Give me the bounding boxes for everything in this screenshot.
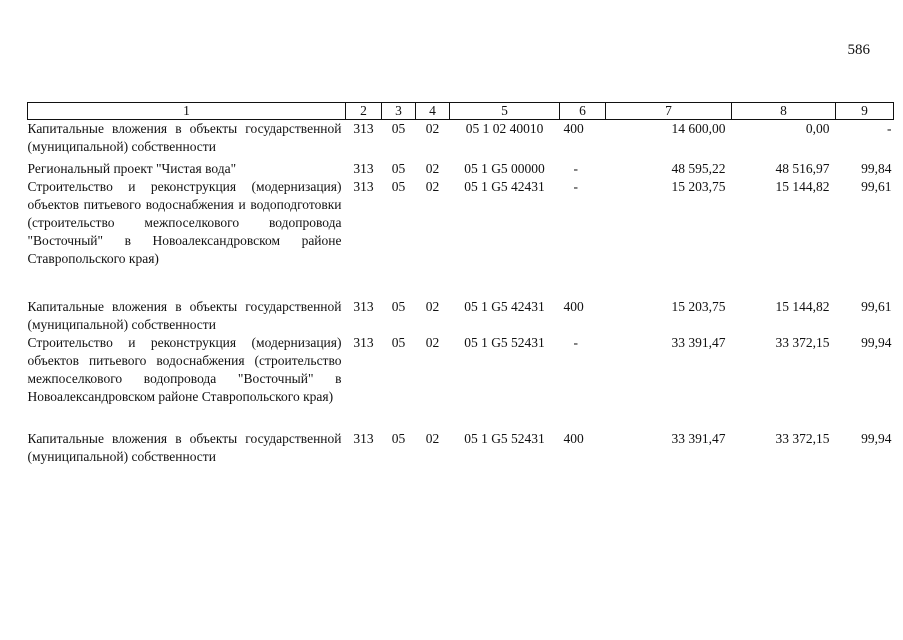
cell-code-3: 05 [391, 335, 406, 350]
cell-code-5: 05 1 G5 42431 [464, 299, 545, 314]
column-header: 7 [606, 103, 732, 120]
cell-code-5: 05 1 G5 52431 [464, 431, 545, 446]
cell-code-4: 02 [425, 299, 440, 314]
table-row [28, 334, 894, 406]
table-row [28, 160, 894, 178]
cell-value-9: 99,61 [861, 299, 892, 314]
cell-code-3: 05 [391, 431, 406, 446]
cell-code-6: - [573, 335, 578, 350]
cell-code-6: - [573, 179, 578, 194]
page-number: 586 [847, 42, 870, 58]
cell-code-3: 05 [391, 179, 406, 194]
cell-code-5: 05 1 G5 42431 [464, 179, 545, 194]
cell-value-8: 0,00 [805, 121, 830, 136]
row-name: Капитальные вложения в объекты государственной (муниципальной) собственности [27, 121, 342, 154]
cell-value-9: - [887, 121, 892, 136]
row-name: Строительство и реконструкция (модернизация) объектов питьевого водоснабжения (строительство межпоселкового водопровода "Восточный" в Новоалександровском районе Ставропольского края) [27, 335, 342, 404]
cell-value-7: 33 391,47 [671, 431, 726, 446]
cell-value-7: 15 203,75 [671, 299, 726, 314]
cell-code-2: 313 [353, 179, 374, 194]
column-header: 3 [382, 103, 416, 120]
cell-code-4: 02 [425, 161, 440, 176]
cell-value-8: 48 516,97 [775, 161, 830, 176]
column-header: 6 [560, 103, 606, 120]
cell-code-3: 05 [391, 299, 406, 314]
row-name: Капитальные вложения в объекты государственной (муниципальной) собственности [27, 431, 342, 464]
cell-code-3: 05 [391, 121, 406, 136]
cell-value-8: 15 144,82 [775, 299, 830, 314]
column-header: 4 [416, 103, 450, 120]
table-row [28, 298, 894, 334]
row-name: Строительство и реконструкция (модернизация) объектов питьевого водоснабжения и водоподготовки (строительство межпоселкового водопровода "Восточный" в Новоалександровском районе Ставропольского края) [27, 179, 342, 266]
cell-code-2: 313 [353, 161, 374, 176]
table-row [28, 430, 894, 466]
cell-code-2: 313 [353, 121, 374, 136]
cell-value-9: 99,84 [861, 161, 892, 176]
column-header: 5 [450, 103, 560, 120]
cell-code-4: 02 [425, 431, 440, 446]
column-header: 8 [732, 103, 836, 120]
cell-code-2: 313 [353, 299, 374, 314]
cell-value-7: 14 600,00 [671, 121, 726, 136]
cell-value-9: 99,61 [861, 179, 892, 194]
cell-code-6: 400 [563, 299, 584, 314]
cell-code-2: 313 [353, 335, 374, 350]
table-row [28, 178, 894, 268]
cell-value-8: 33 372,15 [775, 431, 830, 446]
table-header-row [28, 103, 894, 120]
cell-value-7: 48 595,22 [671, 161, 726, 176]
budget-table [27, 102, 894, 466]
column-header: 2 [346, 103, 382, 120]
cell-value-8: 33 372,15 [775, 335, 830, 350]
cell-code-4: 02 [425, 335, 440, 350]
table-row [28, 120, 894, 157]
cell-value-9: 99,94 [861, 431, 892, 446]
cell-code-6: - [573, 161, 578, 176]
cell-code-6: 400 [563, 121, 584, 136]
cell-code-4: 02 [425, 179, 440, 194]
cell-value-7: 33 391,47 [671, 335, 726, 350]
cell-code-2: 313 [353, 431, 374, 446]
column-header: 1 [28, 103, 346, 120]
cell-code-6: 400 [563, 431, 584, 446]
cell-value-7: 15 203,75 [671, 179, 726, 194]
cell-code-5: 05 1 G5 00000 [464, 161, 545, 176]
row-name: Региональный проект "Чистая вода" [27, 161, 237, 176]
row-name: Капитальные вложения в объекты государственной (муниципальной) собственности [27, 299, 342, 332]
cell-code-5: 05 1 G5 52431 [464, 335, 545, 350]
column-header: 9 [836, 103, 894, 120]
cell-code-4: 02 [425, 121, 440, 136]
cell-value-9: 99,94 [861, 335, 892, 350]
cell-code-3: 05 [391, 161, 406, 176]
cell-value-8: 15 144,82 [775, 179, 830, 194]
cell-code-5: 05 1 02 40010 [465, 121, 544, 136]
